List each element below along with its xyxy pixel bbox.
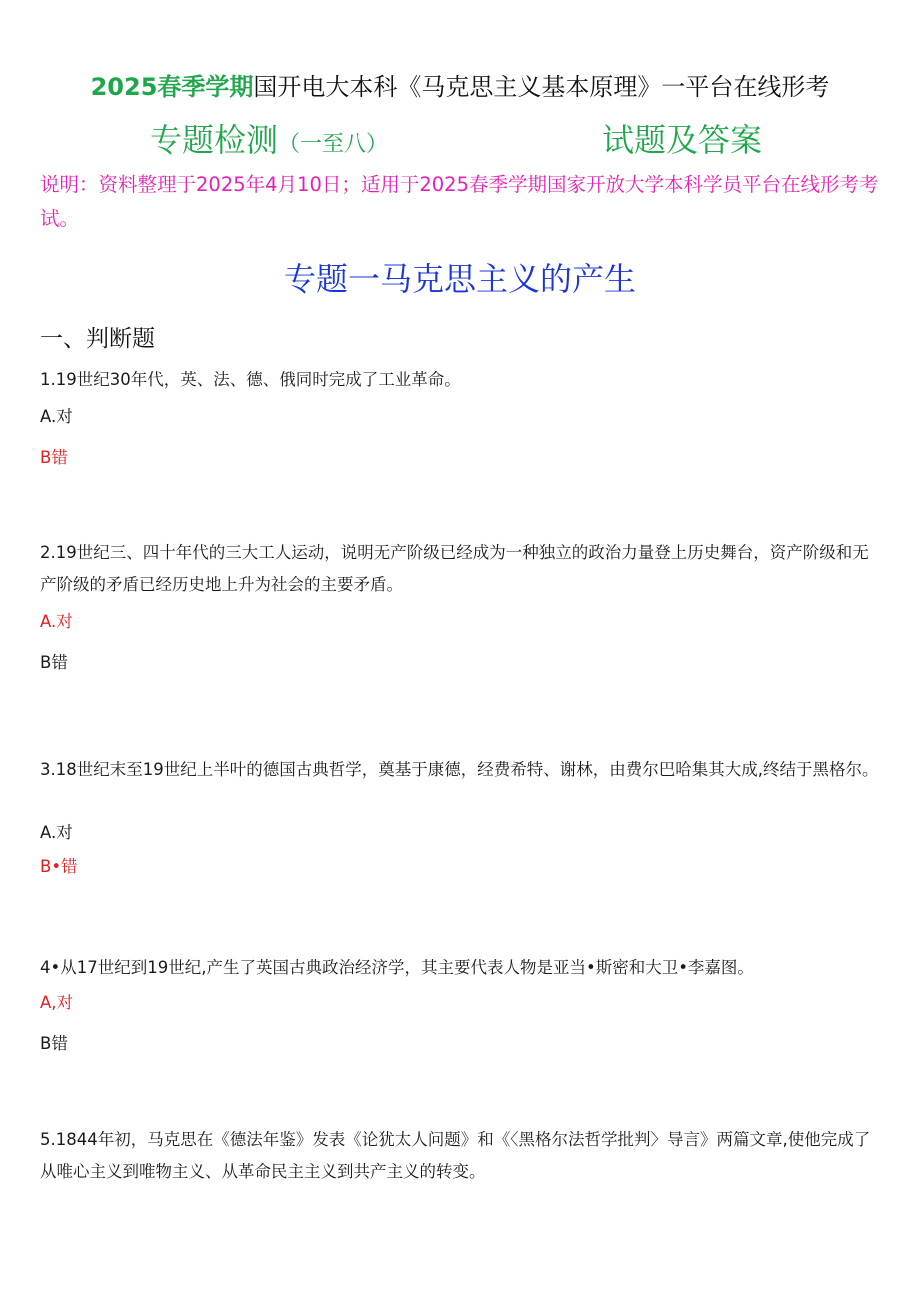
question-1-option-b: B错: [40, 448, 68, 467]
question-3-option-b: B•错: [40, 857, 78, 876]
question-3-option-a: A.对: [40, 823, 73, 842]
title-topic-main: 专题检测: [150, 121, 279, 159]
question-2-text: 2.19世纪三、四十年代的三大工人运动，说明无产阶级已经成为一种独立的政治力量登上历史舞台，资产阶级和无产阶级的矛盾已经历史地上升为社会的主要矛盾。: [40, 543, 869, 594]
title-semester: 2025春季学期: [90, 73, 254, 101]
document-title-line-1: [0, 70, 920, 104]
document-title-line-2: [0, 118, 920, 162]
question-4-option-a: A,对: [40, 993, 74, 1012]
question-2-option-b: B错: [40, 653, 68, 672]
title-topic-test: [150, 118, 388, 167]
question-2-option-a: A.对: [40, 612, 73, 631]
question-4-text: 4•从17世纪到19世纪,产生了英国古典政治经济学，其主要代表人物是亚当•斯密和大卫•李嘉图。: [40, 958, 754, 977]
section-title: 专题一马克思主义的产生: [283, 260, 636, 298]
question-5-text: 5.1844年初，马克思在《德法年鉴》发表《论犹太人问题》和《〈黑格尔法哲学批判〉导言》两篇文章,使他完成了从唯心主义到唯物主义、从革命民主主义到共产主义的转变。: [40, 1130, 871, 1181]
title-course: 国开电大本科《马克思主义基本原理》一平台在线形考: [253, 73, 830, 101]
part-title: 一、判断题: [40, 326, 155, 352]
title-answers: 试题及答案: [602, 121, 763, 159]
question-1-option-a: A.对: [40, 407, 73, 426]
document-note: 说明：资料整理于2025年4月10日；适用于2025春季学期国家开放大学本科学员平台在线形考考试。: [40, 173, 879, 230]
question-1-text: 1.19世纪30年代，英、法、德、俄同时完成了工业革命。: [40, 370, 461, 389]
question-4-option-b: B错: [40, 1034, 68, 1053]
question-3-text: 3.18世纪末至19世纪上半叶的德国古典哲学，奠基于康德，经费希特、谢林，由费尔巴哈集其大成,终结于黑格尔。: [40, 760, 879, 779]
title-topic-range: （一至八）: [278, 132, 389, 157]
